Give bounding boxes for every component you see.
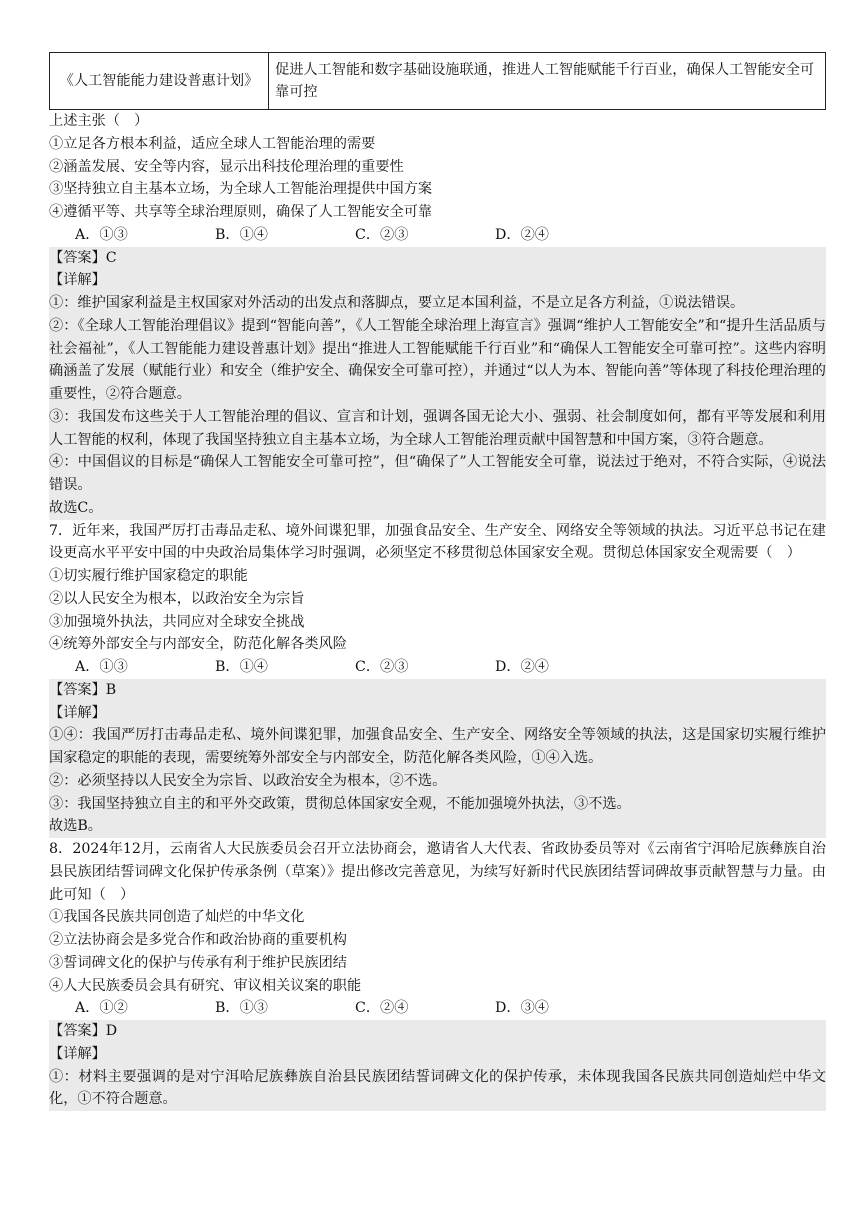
table-cell-title: 《人工智能能力建设普惠计划》 [50,53,269,110]
detail-paragraph: ①：维护国家利益是主权国家对外活动的出发点和落脚点，要立足本国利益，不是立足各方利益，①说法错误。 [49,295,745,311]
plan-table [49,52,826,110]
option-c: C．②③ [355,659,409,675]
answer-label: 【答案】B [49,681,117,698]
option-c: C．②④ [355,1000,409,1017]
option-c: C．②③ [355,226,409,243]
answer-block [49,679,826,838]
statement-item: ②以人民安全为根本，以政治安全为宗旨 [49,590,305,607]
statement-item: ④统筹外部安全与内部安全，防范化解各类风险 [49,636,347,653]
statement-item: ③誓词碑文化的保护与传承有利于维护民族团结 [49,954,347,971]
answer-options [49,224,826,247]
statement-item: ②立法协商会是多党合作和政治协商的重要机构 [49,932,347,948]
detail-paragraph: ③：我国坚持独立自主的和平外交政策，贯彻总体国家安全观，不能加强境外执法，③不选。 [49,795,631,812]
detail-label: 【详解】 [49,272,106,289]
option-a: A．①③ [75,226,128,243]
statement-item: ④遵循平等、共享等全球治理原则，确保了人工智能安全可靠 [49,204,433,220]
option-b: B．①④ [215,659,268,675]
option-d: D．②④ [495,226,549,243]
answer-options [49,656,826,679]
detail-paragraph: ④：中国倡议的目标是“确保人工智能安全可靠可控”，但“确保了”人工智能安全可靠，说法过于绝对，不符合实际，④说法错误。 [49,454,826,493]
option-a: A．①③ [75,659,128,675]
conclusion: 故选C。 [49,499,103,516]
answer-block [49,1020,826,1111]
detail-paragraph: ①：材料主要强调的是对宁洱哈尼族彝族自治县民族团结誓词碑文化的保护传承，未体现我国各民族共同创造灿烂中华文化，①不符合题意。 [49,1068,826,1108]
option-a: A．①② [75,1000,128,1017]
statement-item: ①立足各方根本利益，适应全球人工智能治理的需要 [49,135,376,152]
document-page [49,52,826,1111]
detail-paragraph: ②：必须坚持以人民安全为宗旨、以政治安全为根本，②不选。 [49,772,447,789]
question-stem: 7．近年来，我国严厉打击毒品走私、境外间谍犯罪，加强食品安全、生产安全、网络安全等领域的执法。习近平总书记在建设更高水平平安中国的中央政治局集体学习时强调，必须坚定不移贯彻总体国家安全观。贯彻总体国家安全观需要（ ） [49,522,826,562]
conclusion: 故选B。 [49,818,102,835]
detail-label: 【详解】 [49,704,106,721]
detail-paragraph: ②：《全球人工智能治理倡议》提到“智能向善”，《人工智能全球治理上海宣言》强调“维护人工智能安全”和“提升生活品质与社会福祉”，《人工智能能力建设普惠计划》提出“推进人工智能赋能千行百业”和“确保人工智能安全可靠可控”。这些内容明确涵盖了发展（赋能行业）和安全（维护安全、确保安全可靠可控），并通过“以人为本、智能向善”等体现了科技伦理治理的重要性，②符合题意。 [49,317,826,402]
answer-block [49,247,826,520]
option-b: B．①④ [215,226,268,243]
statement-item: ①我国各民族共同创造了灿烂的中华文化 [49,909,305,926]
statement-item: ①切实履行维护国家稳定的职能 [49,568,248,584]
answer-label: 【答案】D [49,1023,118,1039]
table-row [50,53,826,110]
detail-label: 【详解】 [49,1045,106,1062]
statement-item: ③加强境外执法，共同应对全球安全挑战 [49,613,305,630]
question-stem: 8．2024年12月，云南省人大民族委员会召开立法协商会，邀请省人大代表、省政协委员等对《云南省宁洱哈尼族彝族自治县民族团结誓词碑文化保护传承条例（草案）》提出修改完善意见，为续写好新时代民族团结誓词碑故事贡献智慧与力量。由此可知（ ） [49,841,826,903]
detail-paragraph: ③：我国发布这些关于人工智能治理的倡议、宣言和计划，强调各国无论大小、强弱、社会制度如何，都有平等发展和利用人工智能的权利，体现了我国坚持独立自主基本立场，为全球人工智能治理贡献中国智慧和中国方案，③符合题意。 [49,408,826,448]
statement-item: ②涵盖发展、安全等内容，显示出科技伦理治理的重要性 [49,158,404,175]
question-stem: 上述主张（ ） [49,113,149,129]
option-d: D．③④ [495,1000,549,1017]
answer-label: 【答案】C [49,249,117,266]
detail-paragraph: ①④：我国严厉打击毒品走私、境外间谍犯罪，加强食品安全、生产安全、网络安全等领域的执法，这是国家切实履行维护国家稳定的职能的表现，需要统筹外部安全与内部安全，防范化解各类风险，①④入选。 [49,727,826,766]
table-cell-content: 促进人工智能和数字基础设施联通，推进人工智能赋能千行百业，确保人工智能安全可靠可控 [269,53,826,110]
statement-item: ③坚持独立自主基本立场，为全球人工智能治理提供中国方案 [49,181,433,198]
answer-options [49,997,826,1020]
statement-item: ④人大民族委员会具有研究、审议相关议案的职能 [49,977,362,994]
option-d: D．②④ [495,659,549,675]
option-b: B．①③ [215,1000,268,1017]
